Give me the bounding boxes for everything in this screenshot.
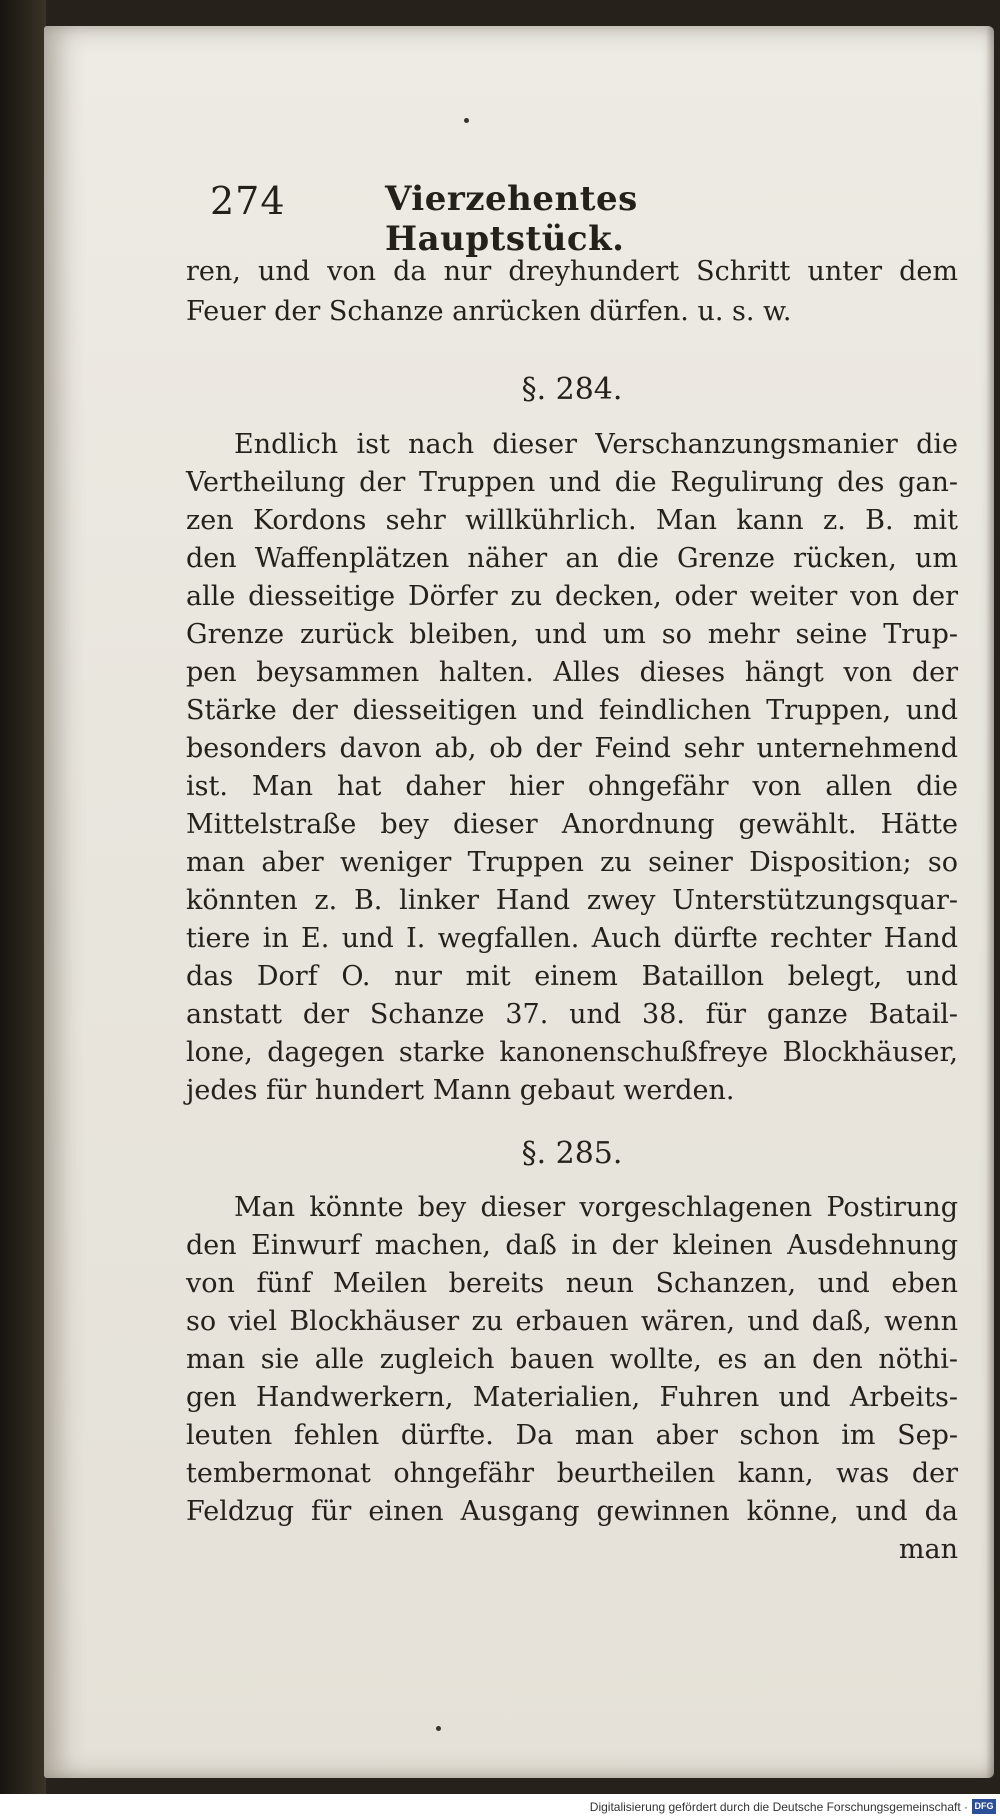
text-line: tiere in E. und I. wegfallen. Auch dürfte rechter Hand bbox=[186, 923, 958, 954]
section-heading: §. 285. bbox=[521, 1136, 623, 1171]
text-line: leuten fehlen dürfte. Da man aber schon im Sep- bbox=[186, 1420, 958, 1451]
text-line: tembermonat ohngefähr beurtheilen kann, was der bbox=[186, 1458, 958, 1489]
section-heading: §. 284. bbox=[521, 372, 623, 407]
text-line: Feuer der Schanze anrücken dürfen. u. s. w. bbox=[186, 296, 792, 327]
text-line: so viel Blockhäuser zu erbauen wären, und daß, wenn bbox=[186, 1306, 958, 1337]
paper-speck bbox=[436, 1726, 441, 1731]
page-number: 274 bbox=[210, 179, 286, 223]
digitization-footer bbox=[0, 1794, 1000, 1820]
text-line: lone, dagegen starke kanonenschußfreye Blockhäuser, bbox=[186, 1037, 958, 1068]
text-line: jedes für hundert Mann gebaut werden. bbox=[186, 1075, 735, 1106]
page-header bbox=[210, 175, 800, 259]
text-line: das Dorf O. nur mit einem Bataillon belegt, und bbox=[186, 961, 958, 992]
dfg-logo: DFG bbox=[972, 1799, 996, 1814]
text-line: den Einwurf machen, daß in der kleinen Ausdehnung bbox=[186, 1230, 958, 1261]
text-line: könnten z. B. linker Hand zwey Unterstützungsquar- bbox=[186, 885, 958, 916]
text-line: zen Kordons sehr willkührlich. Man kann z. B. mit bbox=[186, 505, 958, 536]
text-line: pen beysammen halten. Alles dieses hängt von der bbox=[186, 657, 958, 688]
text-line: besonders davon ab, ob der Feind sehr unternehmend bbox=[186, 733, 958, 764]
text-line: Grenze zurück bleiben, und um so mehr seine Trup- bbox=[186, 619, 958, 650]
running-head: Vierzehentes Hauptstück. bbox=[385, 179, 638, 259]
funding-credit: Digitalisierung gefördert durch die Deutsche Forschungsgemeinschaft · bbox=[589, 1800, 968, 1814]
book-binding-edge bbox=[0, 0, 46, 1820]
text-line: alle diesseitige Dörfer zu decken, oder weiter von der bbox=[186, 581, 958, 612]
text-line: gen Handwerkern, Materialien, Fuhren und Arbeits- bbox=[186, 1382, 958, 1413]
text-line: Feldzug für einen Ausgang gewinnen könne, und da bbox=[186, 1496, 958, 1527]
catchword: man bbox=[898, 1534, 958, 1565]
text-line: man sie alle zugleich bauen wollte, es an den nöthi- bbox=[186, 1344, 958, 1375]
text-line: anstatt der Schanze 37. und 38. für ganze Batail- bbox=[186, 999, 958, 1030]
text-line: Mittelstraße bey dieser Anordnung gewählt. Hätte bbox=[186, 809, 958, 840]
page-edge-shadow bbox=[986, 26, 994, 1778]
paper-speck bbox=[464, 118, 469, 123]
text-line: Man könnte bey dieser vorgeschlagenen Postirung bbox=[234, 1192, 958, 1223]
text-line: den Waffenplätzen näher an die Grenze rücken, um bbox=[186, 543, 958, 574]
text-line: Vertheilung der Truppen und die Regulirung des gan- bbox=[186, 467, 958, 498]
text-line: ist. Man hat daher hier ohngefähr von allen die bbox=[186, 771, 958, 802]
text-line: man aber weniger Truppen zu seiner Disposition; so bbox=[186, 847, 958, 878]
text-line: ren, und von da nur dreyhundert Schritt unter dem bbox=[186, 256, 958, 287]
text-line: Stärke der diesseitigen und feindlichen Truppen, und bbox=[186, 695, 958, 726]
text-line: von fünf Meilen bereits neun Schanzen, und eben bbox=[186, 1268, 958, 1299]
text-line: Endlich ist nach dieser Verschanzungsmanier die bbox=[234, 429, 958, 460]
